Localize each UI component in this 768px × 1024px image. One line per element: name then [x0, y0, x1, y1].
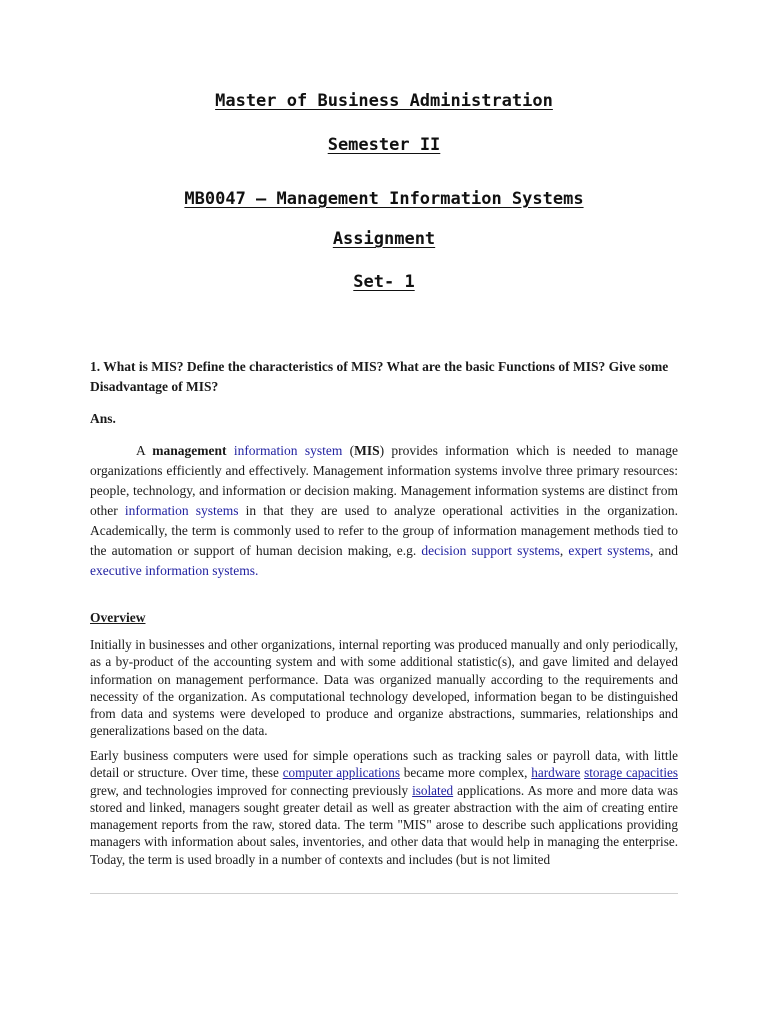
- page-divider: [90, 893, 678, 894]
- link-decision-support-systems[interactable]: decision support systems: [421, 543, 560, 558]
- bold-term: management: [152, 443, 227, 458]
- overview-paragraph-2: Early business computers were used for simple operations such as tracking sales or payroll data, with little detail or structure. Over time, these computer applications became more complex, hardware storage capacities grew, and technologies improved for connecting previously isolated applications. As more and more data was stored and linked, managers sought greater detail as well as greater abstraction with the aim of creating entire management reports from the raw, stored data. The term "MIS" arose to describe such applications providing managers with information about sales, inventories, and other data that would help in managing the enterprise. Today, the term is used broadly in a number of contexts and includes (but is not limited: [90, 748, 678, 867]
- semester-heading: Semester II: [327, 135, 441, 155]
- question-1: 1. What is MIS? Define the characteristics of MIS? What are the basic Functions of MIS? Give some Disadvantage of MIS?: [90, 359, 669, 394]
- course-heading: MB0047 – Management Information Systems: [184, 189, 584, 209]
- answer-label: Ans.: [90, 411, 116, 426]
- link-computer-applications[interactable]: computer applications: [282, 765, 401, 781]
- link-storage-capacities[interactable]: storage capacities: [584, 765, 678, 781]
- assignment-heading: Assignment: [332, 229, 436, 249]
- overview-heading: Overview: [90, 610, 146, 625]
- answer-paragraph: A management information system (MIS) provides information which is needed to manage organizations efficiently and effectively. Management information systems involve three primary resources: people, technology, and information or decision making. Management information systems are distinct from other information systems in that they are used to analyze operational activities in the organization. Academically, the term is commonly used to refer to the group of information management methods tied to the automation or support of human decision making, e.g. decision support systems, expert systems, and executive information systems.: [90, 443, 678, 578]
- link-hardware[interactable]: hardware: [531, 765, 581, 781]
- link-information-system[interactable]: information system: [233, 443, 343, 458]
- overview-paragraph-1: Initially in businesses and other organizations, internal reporting was produced manually and only periodically, as a by-product of the accounting system and with some additional statistic(s), and gave limited and delayed information on management performance. Data was organized manually according to the requirements and necessity of the organization. As computational technology developed, information began to be distinguished from data and systems were developed to produce and organize abstractions, summaries, relationships and generalizations based on the data.: [90, 637, 678, 739]
- degree-heading: Master of Business Administration: [215, 91, 553, 111]
- link-expert-systems[interactable]: expert systems: [568, 543, 650, 558]
- link-executive-information-systems[interactable]: executive information systems: [90, 563, 255, 578]
- link-isolated[interactable]: isolated: [412, 782, 454, 798]
- set-heading: Set- 1: [353, 272, 415, 292]
- link-information-systems[interactable]: information systems: [124, 503, 239, 518]
